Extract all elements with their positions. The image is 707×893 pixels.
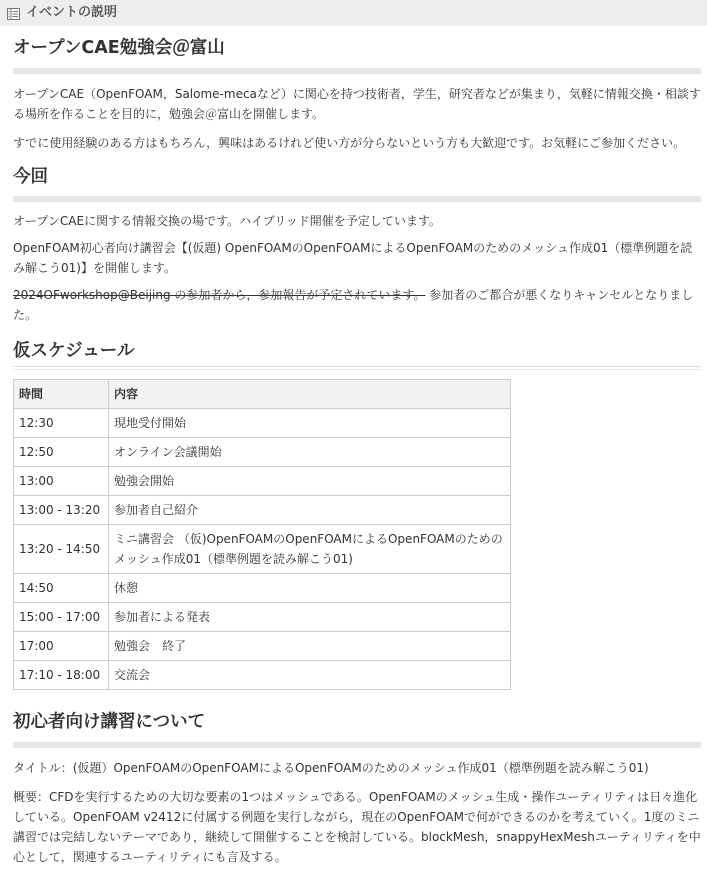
konkai-paragraph-1: オープンCAEに関する情報交換の場です。ハイブリッド開催を予定しています。 <box>13 214 441 228</box>
cancelled-text: 2024OFworkshop@Beijing の参加者から，参加報告が予定されています。 <box>13 288 426 302</box>
time-cell: 15:00 - 17:00 <box>14 603 109 632</box>
content-cell: オンライン会議開始 <box>109 438 511 467</box>
intro-paragraph-2: すでに使用経験のある方はもちろん，興味はあるけれど使い方が分らないという方も大歓迎です。お気軽にご参加ください。 <box>13 136 686 150</box>
table-row <box>14 632 511 661</box>
konkai-paragraph-2: OpenFOAM初心者向け講習会【(仮題) OpenFOAMのOpenFOAMによるOpenFOAMのためのメッシュ作成01（標準例題を読み解こう01)】を開催します。 <box>13 241 693 275</box>
content-cell: 交流会 <box>109 661 511 690</box>
table-header-row <box>14 380 511 409</box>
cancel-notice: 参加者のご都合が悪くなりキャンセルとなりました。 <box>13 288 694 322</box>
time-cell: 14:50 <box>14 574 109 603</box>
table-row <box>14 525 511 574</box>
table-row <box>14 409 511 438</box>
time-cell: 17:10 - 18:00 <box>14 661 109 690</box>
table-row <box>14 438 511 467</box>
course-title-line: タイトル：(仮題）OpenFOAMのOpenFOAMによるOpenFOAMのためのメッシュ作成01（標準例題を読み解こう01) <box>13 761 649 775</box>
table-row <box>14 603 511 632</box>
table-row <box>14 467 511 496</box>
content-cell: 勉強会 終了 <box>109 632 511 661</box>
section-header-title: イベントの説明 <box>26 5 118 20</box>
beginner-course-title: 初心者向け講習について <box>13 710 701 748</box>
content-cell: 休憩 <box>109 574 511 603</box>
intro-paragraph-1: オープンCAE（OpenFOAM，Salome-mecaなど）に関心を持つ技術者，学生，研究者などが集まり，気軽に情報交換・相談する場所を作ることを目的に，勉強会＠富山を開催します。 <box>13 87 701 121</box>
time-cell: 13:00 <box>14 467 109 496</box>
document-list-icon <box>7 7 20 19</box>
table-row <box>14 496 511 525</box>
time-cell: 12:50 <box>14 438 109 467</box>
time-cell: 17:00 <box>14 632 109 661</box>
content-cell: 参加者による発表 <box>109 603 511 632</box>
content-cell: 勉強会開始 <box>109 467 511 496</box>
course-summary: 概要：CFDを実行するための大切な要素の1つはメッシュである。OpenFOAMのメッシュ生成・操作ユーティリティは日々進化している。OpenFOAM v2412に付属する例題を実行しながら，現在のOpenFOAMで何ができるのかを考えていく。1度のミニ講習では完結しないテーマであり，継続して開催することを検討している。blockMesh，snappyHexMeshユーティリティを中心として，関連するユーティリティにも言及する。 <box>13 790 701 864</box>
event-description <box>0 36 707 867</box>
column-header-time: 時間 <box>14 380 109 409</box>
time-cell: 13:00 - 13:20 <box>14 496 109 525</box>
konkai-paragraph-3 <box>13 285 701 325</box>
column-header-content: 内容 <box>109 380 511 409</box>
konkai-title: 今回 <box>13 165 701 202</box>
schedule-title: 仮スケジュール <box>13 339 701 367</box>
section-header <box>0 0 707 26</box>
content-cell: 参加者自己紹介 <box>109 496 511 525</box>
content-cell: ミニ講習会 （仮)OpenFOAMのOpenFOAMによるOpenFOAMのためのメッシュ作成01（標準例題を読み解こう01) <box>109 525 511 574</box>
table-row <box>14 574 511 603</box>
event-title: オープンCAE勉強会＠富山 <box>13 36 701 74</box>
schedule-table <box>13 379 511 690</box>
table-row <box>14 661 511 690</box>
time-cell: 12:30 <box>14 409 109 438</box>
time-cell: 13:20 - 14:50 <box>14 525 109 574</box>
content-cell: 現地受付開始 <box>109 409 511 438</box>
